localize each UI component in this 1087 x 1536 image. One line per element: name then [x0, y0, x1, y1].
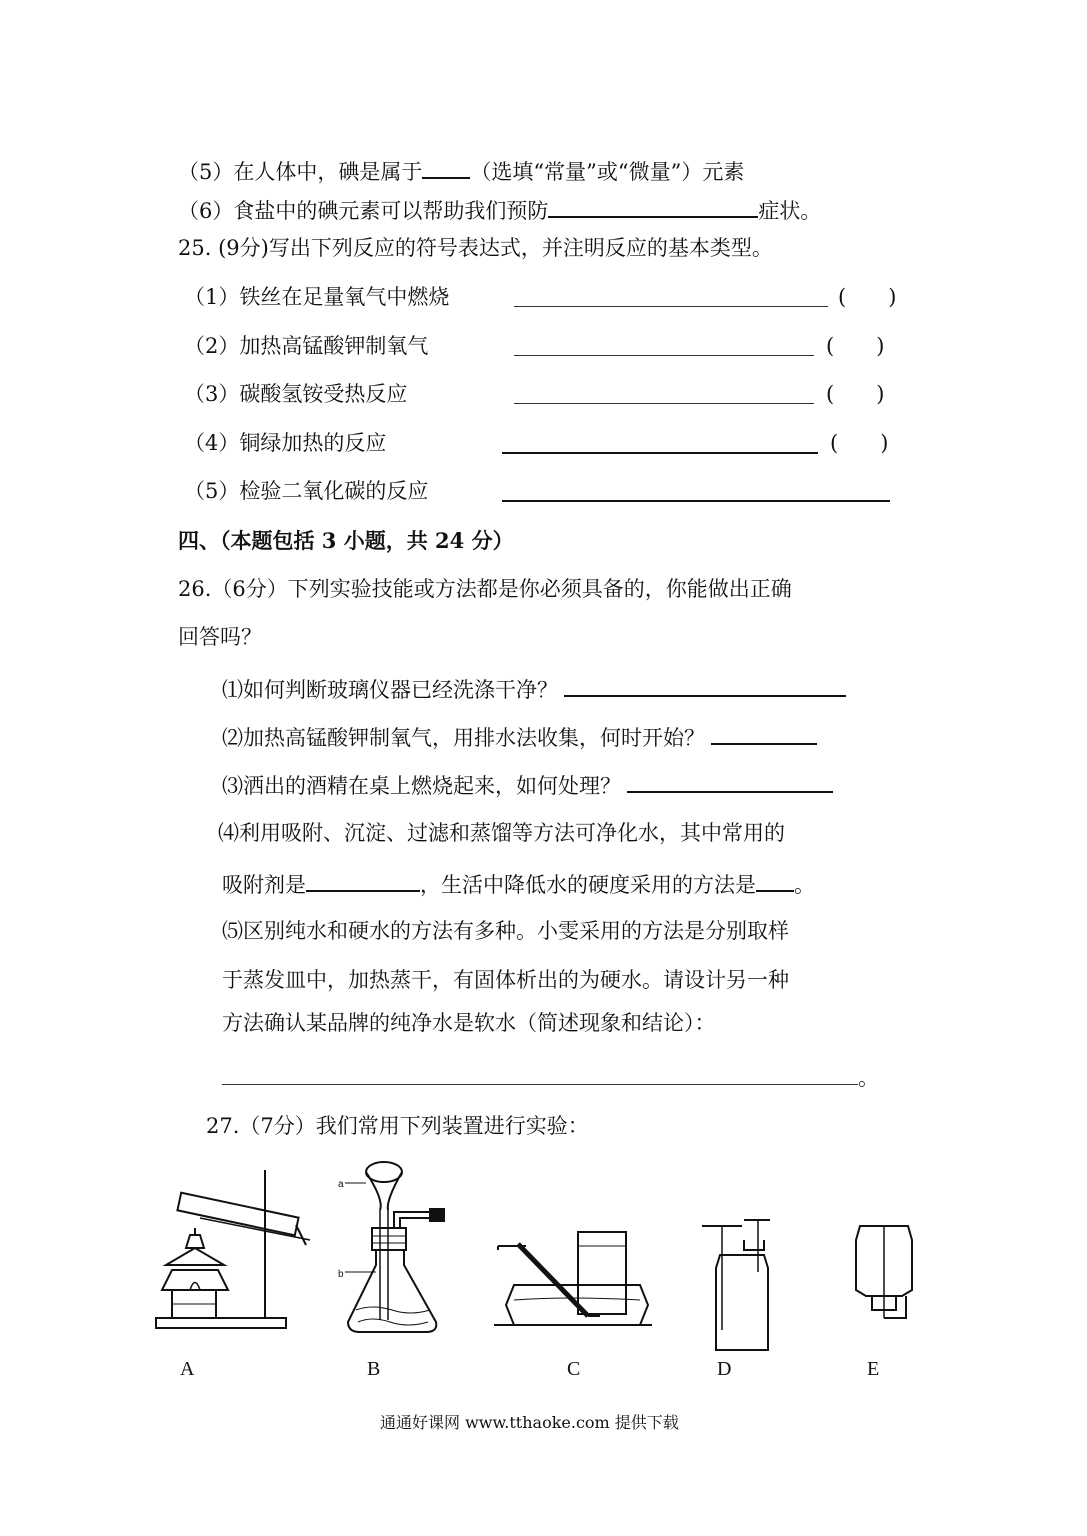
- section-heading: 四、（本题包括 3 小题，共 24 分）: [178, 528, 514, 553]
- apparatus-e: [856, 1226, 912, 1318]
- q26-3-text: ⑶洒出的酒精在桌上燃烧起来，如何处理？: [222, 774, 621, 798]
- apparatus-label-c: C: [567, 1358, 581, 1380]
- label-a: a: [338, 1179, 344, 1190]
- q25-item-4: （4）铜绿加热的反应: [184, 431, 387, 455]
- q26-title-a: 26.（6分）下列实验技能或方法都是你必须具备的，你能做出正确: [178, 577, 792, 601]
- apparatus-c: [494, 1232, 652, 1325]
- q26-5a: ⑸区别纯水和硬水的方法有多种。小雯采用的方法是分别取样: [222, 919, 789, 943]
- q25-item-4-paren[interactable]: ( ): [830, 431, 889, 455]
- apparatus-a: [156, 1170, 310, 1328]
- apparatus-label-e: E: [867, 1358, 880, 1380]
- q25-item-2: （2）加热高锰酸钾制氧气: [184, 334, 429, 358]
- q25-item-3-paren[interactable]: ( ): [826, 382, 885, 406]
- q27-title: 27.（7分）我们常用下列装置进行实验：: [206, 1114, 589, 1138]
- q24-5-pre: （5）在人体中，碘是属于: [178, 160, 423, 184]
- q25-title: 25. (9分)写出下列反应的符号表达式，并注明反应的基本类型。: [178, 236, 773, 260]
- q24-6-pre: （6）食盐中的碘元素可以帮助我们预防: [178, 199, 549, 223]
- q26-1-text: ⑴如何判断玻璃仪器已经洗涤干净？: [222, 678, 558, 702]
- q25-item-3: （3）碳酸氢铵受热反应: [184, 382, 408, 406]
- q26-4b-end: 。: [794, 873, 815, 897]
- apparatus-b: [345, 1162, 444, 1332]
- footer-source: 通通好课网 www.tthaoke.com 提供下载: [380, 1413, 679, 1432]
- q25-item-1: （1）铁丝在足量氧气中燃烧: [184, 285, 450, 309]
- label-b: b: [338, 1269, 344, 1280]
- q25-item-2-paren[interactable]: ( ): [826, 334, 885, 358]
- apparatus-label-b: B: [367, 1358, 381, 1380]
- q25-item-1-paren[interactable]: ( ): [838, 285, 897, 309]
- q25-item-5: （5）检验二氧化碳的反应: [184, 479, 429, 503]
- q26-title-b: 回答吗？: [178, 625, 262, 649]
- q26-4b-pre: 吸附剂是: [222, 873, 306, 897]
- q26-5b: 于蒸发皿中，加热蒸干，有固体析出的为硬水。请设计另一种: [222, 968, 789, 992]
- q26-4b-mid: ，生活中降低水的硬度采用的方法是: [420, 873, 756, 897]
- q24-6-post: 症状。: [758, 199, 822, 223]
- apparatus-label-d: D: [717, 1358, 732, 1380]
- apparatus-d: [702, 1220, 770, 1350]
- q26-4a: ⑷利用吸附、沉淀、过滤和蒸馏等方法可净化水，其中常用的: [218, 821, 785, 845]
- apparatus-label-a: A: [180, 1358, 195, 1380]
- q26-5c: 方法确认某品牌的纯净水是软水（简述现象和结论）：: [222, 1011, 716, 1035]
- q24-5-post: （选填“常量”或“微量”）元素: [470, 160, 745, 184]
- q26-2-text: ⑵加热高锰酸钾制氧气，用排水法收集，何时开始？: [222, 726, 705, 750]
- q26-5-end: 。: [858, 1066, 879, 1090]
